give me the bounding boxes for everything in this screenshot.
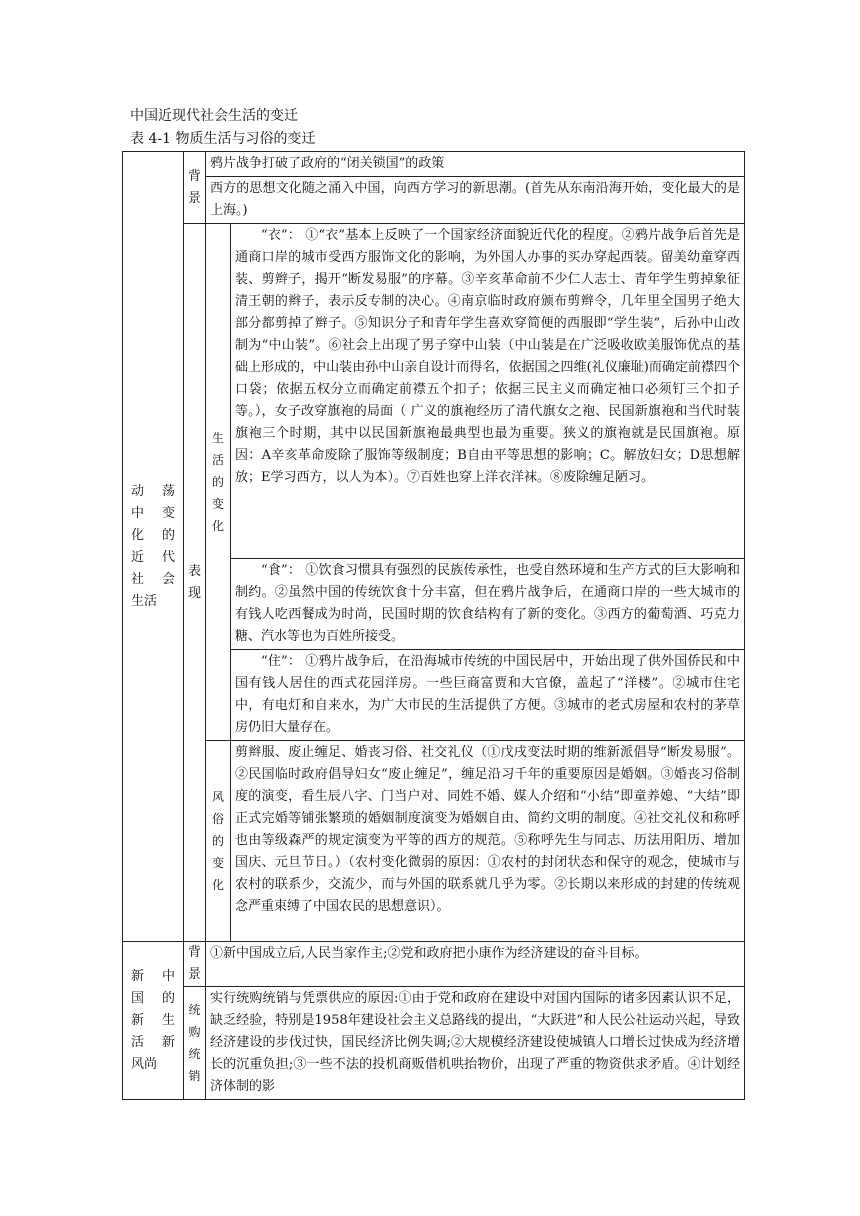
table-caption: 表 4-1 物质生活与习俗的变迁 bbox=[130, 131, 316, 147]
background-cell-1: 鸦片战争打破了政府的“闭关锁国”的政策 bbox=[206, 152, 745, 177]
unified-purchase-label: 统 购 统 销 bbox=[184, 987, 206, 1100]
background-cell-3: ①新中国成立后,人民当家作主;②党和政府把小康作为经济建设的奋斗目标。 bbox=[206, 942, 745, 987]
section-modern-society-label bbox=[123, 152, 184, 942]
life-change-label: 生 活 的 变 化 bbox=[206, 224, 231, 741]
clothing-cell: “衣”： ①“衣”基本上反映了一个国家经济面貌近代化的程度。②鸦片战争后首先是通商口岸的城市受西方服饰文化的影响，为外国人办事的买办穿起西装。留美幼童穿西装、剪辫子，揭开“断发易服”的序幕。③辛亥革命前不少仁人志士、青年学生剪掉象征清王朝的辫子，表示反专制的决心。④南京临时政府颁布剪辫令，几年里全国男子绝大部分都剪掉了辫子。⑤知识分子和青年学生喜欢穿简便的西服即“学生装”，后孙中山改制为“中山装”。⑥社会上出现了男子穿中山装（中山装是在广泛吸收欧美服饰优点的基础上形成的，中山装由孙中山亲自设计而得名，依据国之四维(礼仪廉耻)而确定前襟四个口袋；依据五权分立而确定前襟五个扣子；依据三民主义而确定袖口必须钉三个扣子等。），女子改穿旗袍的局面（ 广义的旗袍经历了清代旗女之袍、民国新旗袍和当代时装旗袍三个时期，其中以民国新旗袍最典型也最为重要。狭义的旗袍就是民国旗袍。原因：A辛亥革命废除了服饰等级制度；B自由平等思想的影响；C。解放妇女；D思想解放；E学习西方，以人为本）。⑦百姓也穿上洋衣洋袜。⑧废除缠足陋习。 bbox=[231, 224, 745, 559]
document-title: 中国近现代社会生活的变迁 bbox=[130, 108, 298, 124]
performance-label: 表 现 bbox=[184, 224, 206, 942]
customs-cell: 剪辫服、废止缠足、婚丧习俗、社交礼仪（①戊戌变法时期的维新派倡导“断发易服”。②民国临时政府倡导妇女“废止缠足”，缠足沿习千年的重要原因是婚姻。③婚丧习俗制度的演变，看生辰八字、门当户对、同姓不婚、媒人介绍和“小结”即童养媳、“大结”即正式完婚等铺张繁琐的婚姻制度演变为婚姻自由、简约文明的制度。④社交礼仪和称呼也由等级森严的规定演变为平等的西方的规范。⑤称呼先生与同志、历法用阳历、增加国庆、元旦节日。）（农村变化微弱的原因：①农村的封闭状态和保守的观念，使城市与农村的联系少，交流少，而与外国的联系就几乎为零。②长期以来形成的封建的传统观念严重束缚了中国农民的思想意识）。 bbox=[231, 741, 745, 942]
housing-cell: “住”： ①鸦片战争后，在沿海城市传统的中国民居中，开始出现了供外国侨民和中国有钱人居住的西式花园洋房。一些巨商富贾和大官僚，盖起了“洋楼”。②城市住宅中，有电灯和自来水，为广大市民的生活提供了方便。③城市的老式房屋和农村的茅草房仍旧大量存在。 bbox=[231, 650, 745, 741]
background-label: 背 景 bbox=[184, 152, 206, 224]
food-cell: “食”： ①饮食习惯具有强烈的民族传承性，也受自然环境和生产方式的巨大影响和制约。②虽然中国的传统饮食十分丰富，但在鸦片战争后，在通商口岸的一些大城市的有钱人吃西餐成为时尚，民国时期的饮食结构有了新的变化。③西方的葡萄酒、巧克力糖、汽水等也为百姓所接受。 bbox=[231, 559, 745, 650]
material-life-table bbox=[122, 151, 745, 1100]
section-label-text: 动 荡 中 变 化 的 近 代 社 会 生活 bbox=[131, 483, 175, 609]
section-new-china-label bbox=[123, 942, 184, 1100]
customs-change-label: 风 俗 的 变 化 bbox=[206, 741, 231, 942]
background-label-2: 背 景 bbox=[184, 942, 206, 987]
background-cell-2: 西方的思想文化随之涌入中国，向西方学习的新思潮。(首先从东南沿海开始，变化最大的是上海。) bbox=[206, 177, 745, 224]
unified-purchase-cell: 实行统购统销与凭票供应的原因:①由于党和政府在建设中对国内国际的诸多因素认识不足，缺乏经验，特别是1958年建设社会主义总路线的提出，“大跃进”和人民公社运动兴起，导致经济建设的步伐过快，国民经济比例失调;②大规模经济建设使城镇人口增长过快成为经济增长的沉重负担;③一些不法的投机商贩借机哄抬物价，出现了严重的物资供求矛盾。④计划经济体制的影 bbox=[206, 987, 745, 1100]
section-label-text: 新 中 国 的 新 生 活 新 风尚 bbox=[131, 968, 175, 1072]
